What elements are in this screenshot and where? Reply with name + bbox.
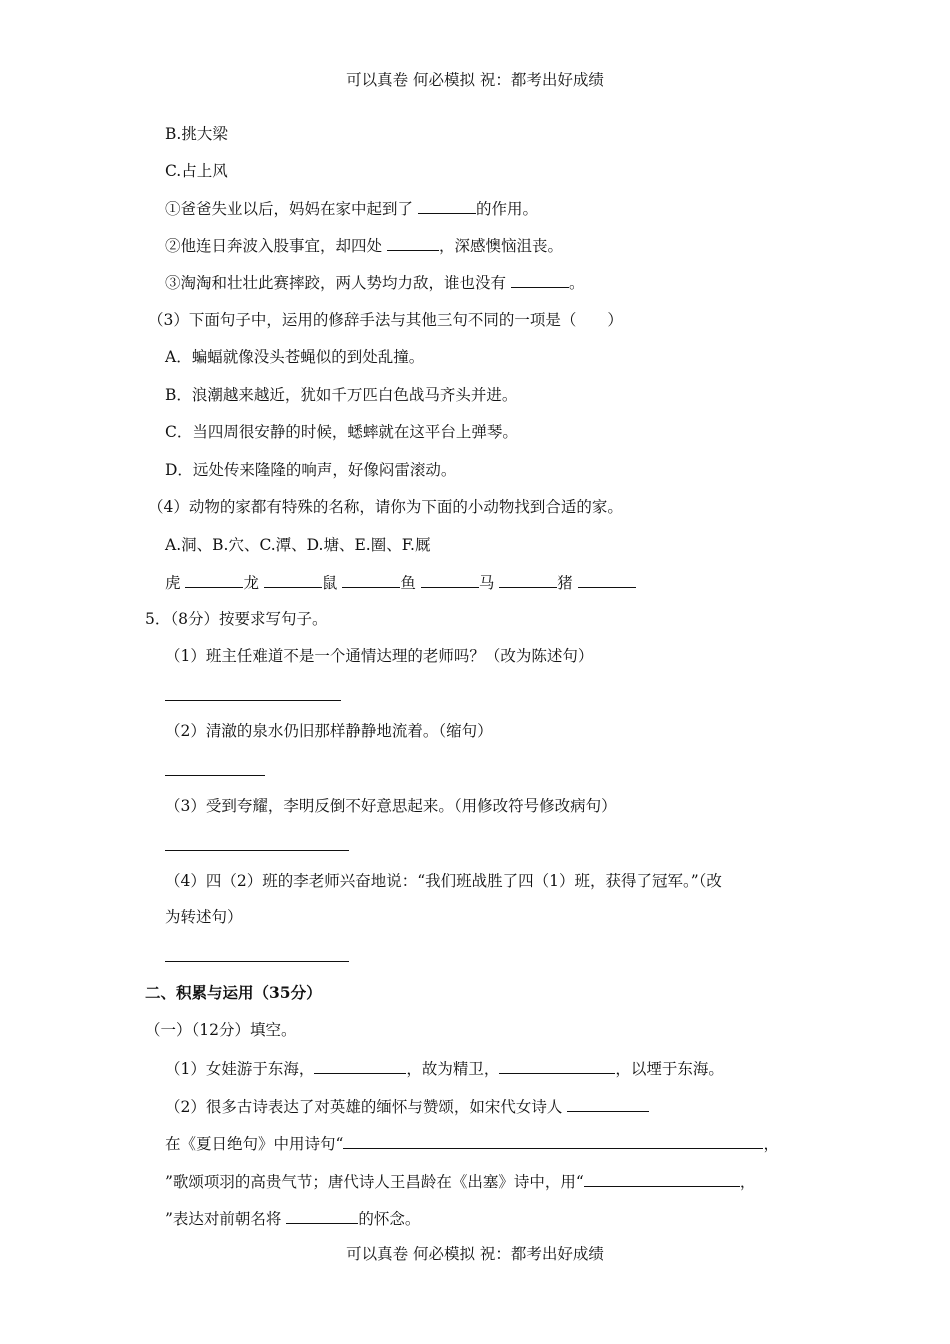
blank[interactable]: [578, 572, 636, 588]
q5-item-3: （3）受到夸耀，李明反倒不好意思起来。（用修改符号修改病句）: [165, 797, 617, 815]
part-1-title: （一）（12分）填空。: [145, 1021, 297, 1039]
fill-2-d-end: 的怀念。: [358, 1210, 421, 1228]
blank[interactable]: [511, 272, 569, 288]
question-3-stem: （3）下面句子中，运用的修辞手法与其他三句不同的一项是（ ）: [148, 311, 623, 329]
q5-item-4-cont: 为转述句）: [165, 908, 243, 926]
blank[interactable]: [567, 1096, 649, 1112]
blank[interactable]: [418, 198, 476, 214]
choice-b: B．浪潮越来越近，犹如千万匹白色战马齐头并进。: [165, 386, 518, 404]
animal-tiger: 虎: [165, 574, 181, 592]
q5-item-2: （2）清澈的泉水仍旧那样静静地流着。（缩句）: [165, 722, 493, 740]
sentence-3-text: ③淘淘和壮壮此赛摔跤，两人势均力敌，谁也没有: [165, 274, 507, 292]
choice-a: A．蝙蝠就像没头苍蝇似的到处乱撞。: [165, 348, 425, 366]
sentence-3-end: 。: [568, 274, 585, 292]
q5-item-4: （4）四（2）班的李老师兴奋地说：“我们班战胜了四（1）班，获得了冠军。”（改: [165, 872, 722, 890]
fill-1-end: ，以堙于东海。: [615, 1060, 724, 1078]
home-options: A.洞、B.穴、C.潭、D.塘、E.圈、F.厩: [165, 536, 431, 554]
fill-1-mid: ，故为精卫，: [406, 1060, 500, 1078]
fill-2-line-c: [165, 1171, 755, 1192]
sentence-2-end: ，深感懊恼沮丧。: [438, 237, 563, 255]
blank[interactable]: [286, 1208, 358, 1224]
sentence-2-text: ②他连日奔波入股事宜，却四处: [165, 237, 383, 255]
fill-2-d-text: ”表达对前朝名将: [165, 1210, 282, 1228]
blank[interactable]: [387, 235, 439, 251]
choice-d: D．远处传来隆隆的响声，好像闷雷滚动。: [165, 461, 457, 479]
page-footer: 可以真卷 何必模拟 祝：都考出好成绩: [346, 1245, 604, 1263]
fill-2-b-text: 在《夏日绝句》中用诗句“: [165, 1135, 344, 1153]
fill-2-b-end: ，: [763, 1135, 779, 1153]
animal-mouse: 鼠: [321, 574, 338, 592]
blank[interactable]: [314, 1058, 406, 1074]
answer-line[interactable]: [165, 775, 265, 776]
sentence-2: [165, 235, 563, 256]
fill-2-line-b: [165, 1133, 779, 1154]
blank[interactable]: [499, 1058, 615, 1074]
animal-fish: 鱼: [400, 574, 416, 592]
answer-line[interactable]: [165, 700, 341, 701]
fill-2-line-d: [165, 1208, 420, 1229]
section-title: 二、积累与运用（35分）: [145, 983, 322, 1002]
blank[interactable]: [342, 572, 400, 588]
blank[interactable]: [264, 572, 322, 588]
blank[interactable]: [185, 572, 243, 588]
sentence-1-end: 的作用。: [475, 200, 538, 218]
animal-pig: 猪: [557, 574, 573, 592]
fill-2: [165, 1096, 649, 1117]
sentence-1: [165, 198, 538, 219]
fill-2-c-text: ”歌颂项羽的高贵气节；唐代诗人王昌龄在《出塞》诗中，用“: [165, 1173, 584, 1191]
animal-horse: 马: [478, 574, 495, 592]
question-4-stem: （4）动物的家都有特殊的名称，请你为下面的小动物找到合适的家。: [148, 498, 623, 516]
animal-dragon: 龙: [243, 574, 259, 592]
blank[interactable]: [584, 1171, 740, 1187]
sentence-3: [165, 272, 584, 293]
fill-1: [165, 1058, 724, 1079]
fill-2-text: （2）很多古诗表达了对英雄的缅怀与赞颂，如宋代女诗人: [165, 1098, 563, 1116]
option-c: C.占上风: [165, 162, 228, 180]
blank[interactable]: [499, 572, 557, 588]
animal-row: [165, 572, 636, 593]
fill-1-text: （1）女娃游于东海，: [165, 1060, 315, 1078]
option-b: B.挑大梁: [165, 125, 228, 143]
answer-line[interactable]: [165, 961, 349, 962]
sentence-1-text: ①爸爸失业以后，妈妈在家中起到了: [165, 200, 414, 218]
fill-2-c-end: ，: [739, 1173, 756, 1191]
page-header: 可以真卷 何必模拟 祝：都考出好成绩: [346, 71, 604, 89]
blank[interactable]: [343, 1133, 763, 1149]
answer-line[interactable]: [165, 850, 349, 851]
choice-c: C．当四周很安静的时候，蟋蟀就在这平台上弹琴。: [165, 423, 518, 441]
q5-item-1: （1）班主任难道不是一个通情达理的老师吗？（改为陈述句）: [165, 647, 594, 665]
question-5-title: 5．（8分）按要求写句子。: [145, 610, 328, 628]
blank[interactable]: [421, 572, 479, 588]
